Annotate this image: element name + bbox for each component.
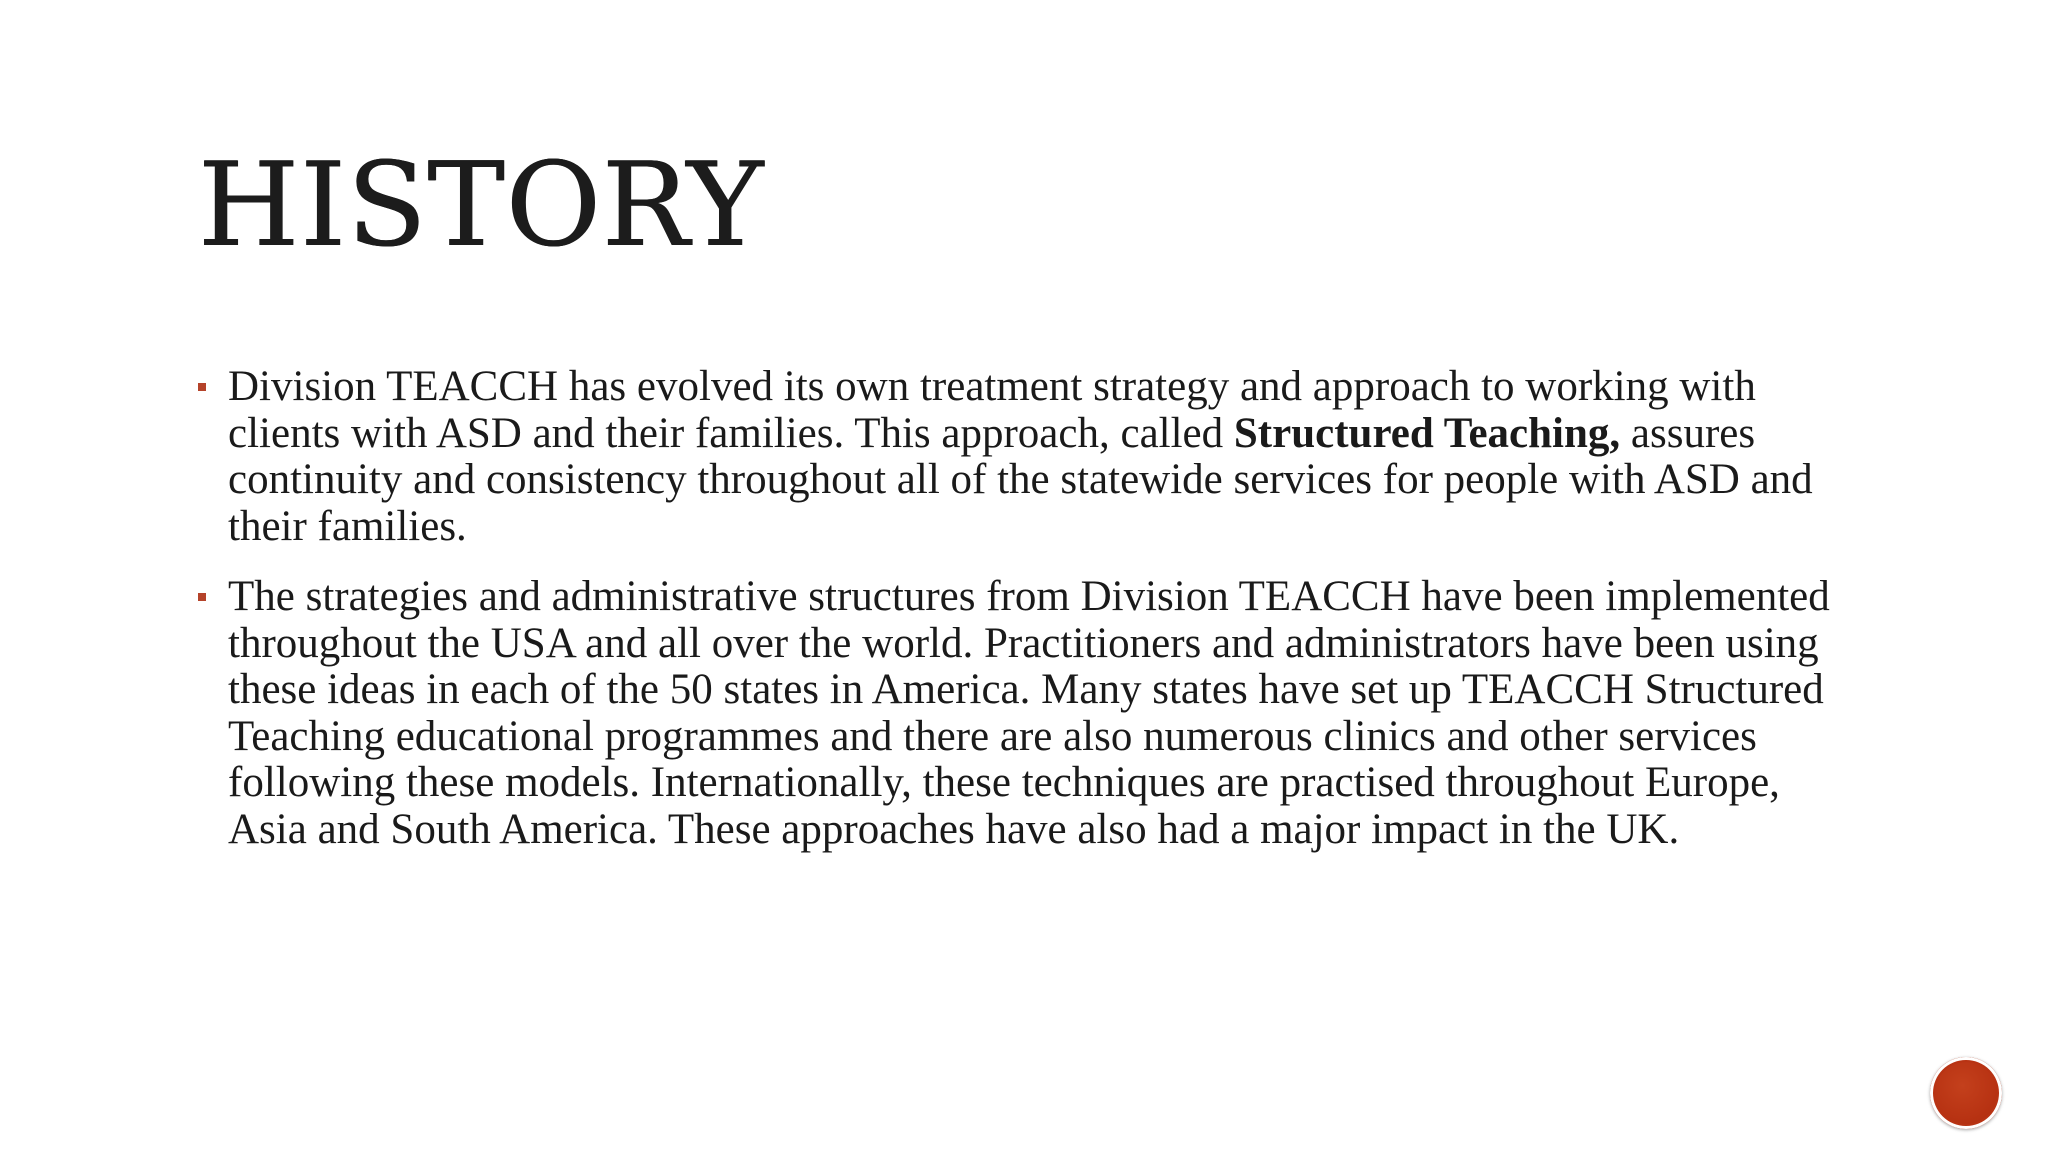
bullet-item bbox=[196, 574, 1846, 853]
square-bullet-icon bbox=[198, 383, 206, 391]
bullet-text: Division TEACCH has evolved its own treatment strategy and approach to working with clients with ASD and their families. This approach, called bbox=[228, 363, 1756, 457]
circle-nav-icon[interactable] bbox=[1930, 1057, 2002, 1129]
bullet-item bbox=[196, 364, 1846, 550]
bullet-text: The strategies and administrative structures from Division TEACCH have been implemented throughout the USA and all over the world. Practitioners and administrators have been using these ideas in each of the 50 states in America. Many states have set up TEACCH Structured Teaching educational programmes and there are also numerous clinics and other services following these models. Internationally, these techniques are practised throughout Europe, Asia and South America. These approaches have also had a major impact in the UK. bbox=[228, 573, 1830, 853]
slide-title: HISTORY bbox=[198, 138, 765, 273]
bullet-text-bold: Structured Teaching, bbox=[1233, 409, 1621, 457]
bullet-text: assures continuity and consistency throughout all of the statewide services for people with ASD and their families. bbox=[228, 409, 1813, 550]
square-bullet-icon bbox=[198, 593, 206, 601]
bullet-list bbox=[196, 364, 1846, 877]
